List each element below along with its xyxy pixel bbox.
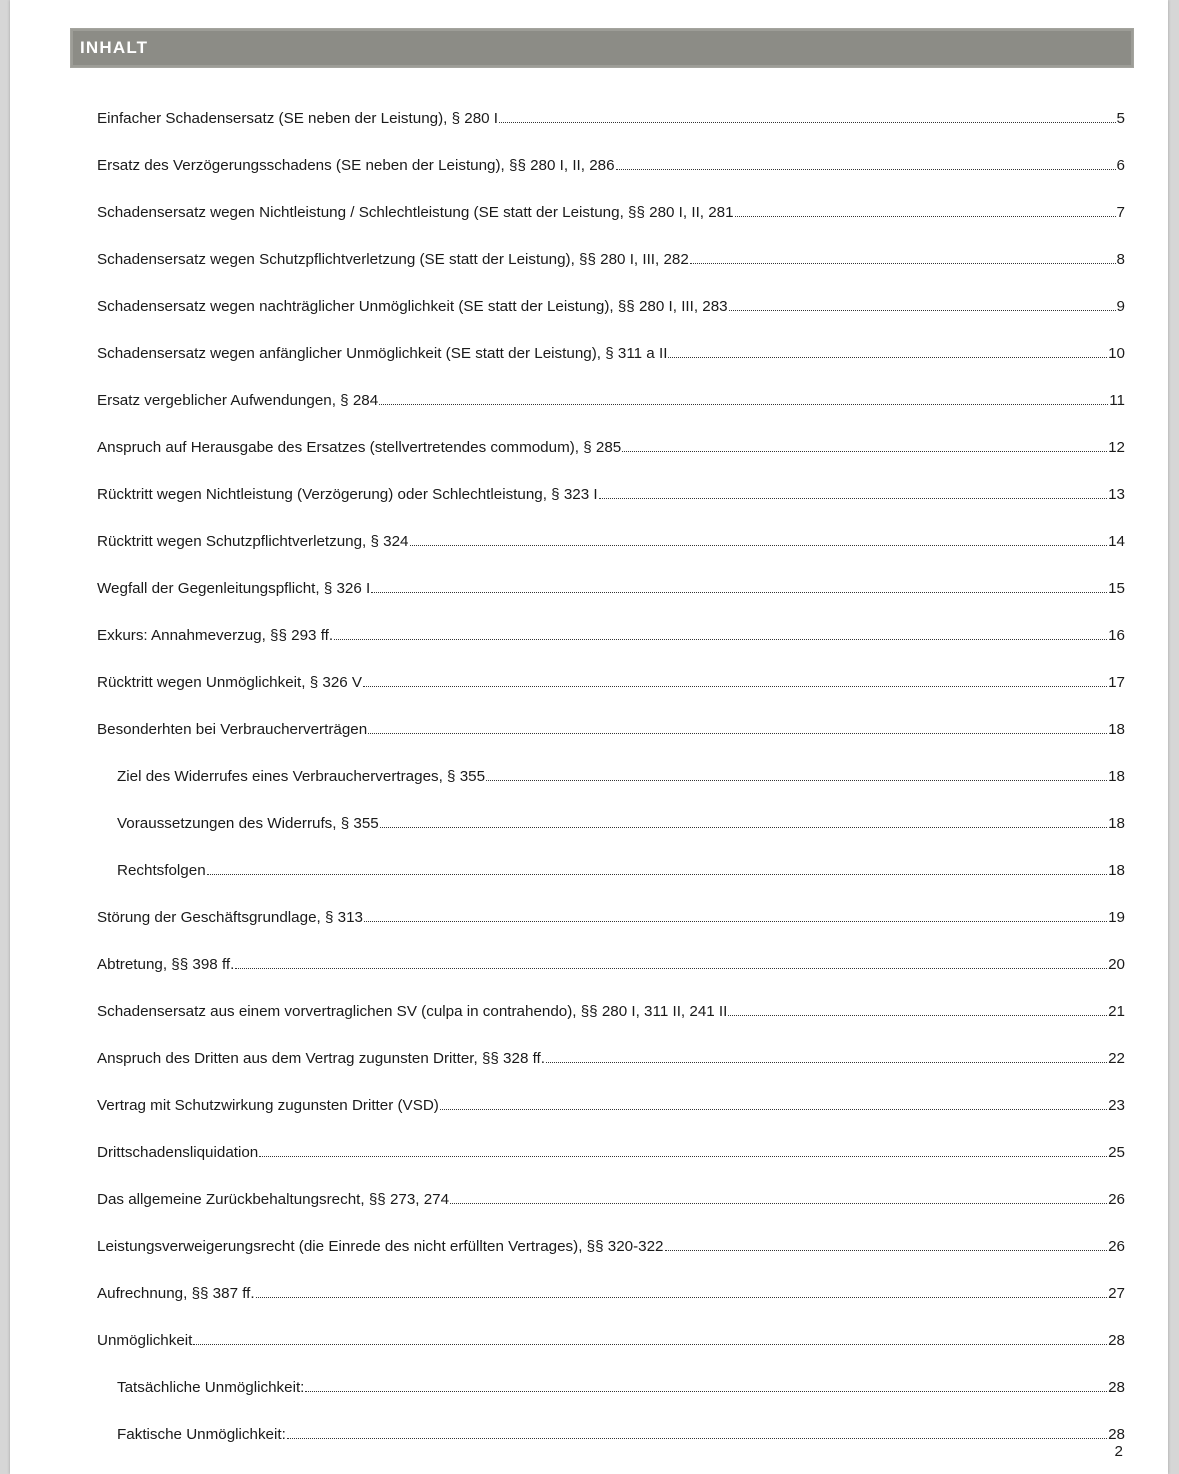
toc-entry-page: 23 (1108, 1096, 1125, 1114)
toc-dot-leader (287, 1438, 1107, 1439)
toc-entry-title: Schadensersatz wegen Nichtleistung / Schlechtleistung (SE statt der Leistung, §§ 280 I, II, 281 (97, 203, 734, 221)
toc-entry[interactable] (97, 1115, 1125, 1162)
toc-entry-page: 17 (1108, 673, 1125, 691)
toc-entry-page: 28 (1108, 1425, 1125, 1443)
toc-dot-leader (235, 968, 1107, 969)
toc-entry-title: Rechtsfolgen (117, 861, 206, 879)
toc-entry[interactable] (97, 1021, 1125, 1068)
toc-dot-leader (450, 1203, 1107, 1204)
toc-entry-page: 20 (1108, 955, 1125, 973)
toc-entry-title: Schadensersatz wegen Schutzpflichtverletzung (SE statt der Leistung), §§ 280 I, III, 282 (97, 250, 689, 268)
toc-entry[interactable] (97, 504, 1125, 551)
toc-entry-title: Besonderhten bei Verbraucherverträgen (97, 720, 368, 738)
toc-dot-leader (440, 1109, 1107, 1110)
toc-entry[interactable] (97, 833, 1125, 880)
toc-dot-leader (665, 1250, 1108, 1251)
toc-dot-leader (410, 545, 1108, 546)
toc-dot-leader (599, 498, 1107, 499)
toc-entry-page: 5 (1116, 109, 1125, 127)
toc-entry[interactable] (97, 927, 1125, 974)
toc-entry-title: Voraussetzungen des Widerrufs, § 355 (117, 814, 379, 832)
toc-dot-leader (193, 1344, 1107, 1345)
toc-dot-leader (364, 921, 1107, 922)
toc-entry[interactable] (97, 598, 1125, 645)
toc-entry-title: Schadensersatz wegen anfänglicher Unmöglichkeit (SE statt der Leistung), § 311 a II (97, 344, 668, 362)
toc-entry-title: Tatsächliche Unmöglichkeit: (117, 1378, 305, 1396)
toc-entry-title: Unmöglichkeit (97, 1331, 193, 1349)
toc-entry[interactable] (97, 1068, 1125, 1115)
toc-dot-leader (259, 1156, 1107, 1157)
toc-entry-title: Ziel des Widerrufes eines Verbrauchervertrages, § 355 (117, 767, 486, 785)
toc-dot-leader (668, 357, 1107, 358)
toc-entry[interactable] (97, 1350, 1125, 1397)
toc-entry[interactable] (97, 457, 1125, 504)
toc-entry-page: 26 (1108, 1237, 1125, 1255)
toc-entry-page: 18 (1108, 814, 1125, 832)
toc-entry[interactable] (97, 551, 1125, 598)
toc-dot-leader (735, 216, 1116, 217)
toc-entry-page: 15 (1108, 579, 1125, 597)
toc-dot-leader (690, 263, 1116, 264)
toc-entry[interactable] (97, 363, 1125, 410)
toc-entry-page: 28 (1108, 1331, 1125, 1349)
toc-dot-leader (729, 310, 1116, 311)
toc-dot-leader (616, 169, 1116, 170)
toc-entry[interactable] (97, 1303, 1125, 1350)
toc-entry-page: 16 (1108, 626, 1125, 644)
toc-entry-page: 11 (1109, 391, 1125, 409)
toc-entry[interactable] (97, 1162, 1125, 1209)
toc-dot-leader (305, 1391, 1107, 1392)
toc-entry[interactable] (97, 269, 1125, 316)
toc-entry-title: Leistungsverweigerungsrecht (die Einrede des nicht erfüllten Vertrages), §§ 320-322 (97, 1237, 664, 1255)
toc-dot-leader (371, 592, 1107, 593)
toc-entry[interactable] (97, 410, 1125, 457)
toc-dot-leader (379, 404, 1108, 405)
toc-entry[interactable] (97, 175, 1125, 222)
toc-entry-page: 12 (1108, 438, 1125, 456)
toc-entry[interactable] (97, 739, 1125, 786)
toc-entry[interactable] (97, 786, 1125, 833)
toc-entry-title: Exkurs: Annahmeverzug, §§ 293 ff. (97, 626, 334, 644)
toc-entry-title: Ersatz des Verzögerungsschadens (SE neben der Leistung), §§ 280 I, II, 286 (97, 156, 615, 174)
toc-dot-leader (256, 1297, 1107, 1298)
toc-entry-title: Vertrag mit Schutzwirkung zugunsten Dritter (VSD) (97, 1096, 439, 1114)
toc-entry[interactable] (97, 222, 1125, 269)
toc-entry-page: 10 (1108, 344, 1125, 362)
toc-entry-page: 9 (1116, 297, 1125, 315)
toc-entry-page: 18 (1108, 861, 1125, 879)
toc-entry-title: Aufrechnung, §§ 387 ff. (97, 1284, 255, 1302)
toc-dot-leader (622, 451, 1107, 452)
toc-dot-leader (499, 122, 1116, 123)
toc-entry-page: 28 (1108, 1378, 1125, 1396)
toc-entry-page: 8 (1116, 250, 1125, 268)
toc-entry-page: 13 (1108, 485, 1125, 503)
toc-entry-page: 21 (1108, 1002, 1125, 1020)
toc-entry-title: Abtretung, §§ 398 ff. (97, 955, 235, 973)
toc-entry-page: 19 (1108, 908, 1125, 926)
toc-entry-page: 25 (1108, 1143, 1125, 1161)
toc-entry[interactable] (97, 880, 1125, 927)
toc-dot-leader (334, 639, 1107, 640)
toc-dot-leader (368, 733, 1107, 734)
toc-entry-title: Einfacher Schadensersatz (SE neben der Leistung), § 280 I (97, 109, 499, 127)
toc-entry-title: Faktische Unmöglichkeit: (117, 1425, 286, 1443)
toc-entry[interactable] (97, 128, 1125, 175)
page-number: 2 (1114, 1443, 1123, 1460)
toc-dot-leader (486, 780, 1107, 781)
toc-entry[interactable] (97, 1209, 1125, 1256)
toc-entry-page: 27 (1108, 1284, 1125, 1302)
toc-dot-leader (207, 874, 1107, 875)
toc-entry-title: Rücktritt wegen Nichtleistung (Verzögerung) oder Schlechtleistung, § 323 I (97, 485, 598, 503)
toc-dot-leader (380, 827, 1107, 828)
toc-entry[interactable] (97, 1256, 1125, 1303)
toc-entry-title: Ersatz vergeblicher Aufwendungen, § 284 (97, 391, 379, 409)
toc-entry-page: 7 (1116, 203, 1125, 221)
toc-heading: INHALT (80, 38, 149, 57)
toc-entry-title: Schadensersatz wegen nachträglicher Unmöglichkeit (SE statt der Leistung), §§ 280 I, III, 283 (97, 297, 728, 315)
toc-entry-page: 14 (1108, 532, 1125, 550)
toc-entry-title: Rücktritt wegen Schutzpflichtverletzung, § 324 (97, 532, 409, 550)
toc-entry-title: Wegfall der Gegenleitungspflicht, § 326 I (97, 579, 371, 597)
document-page (10, 0, 1168, 1474)
toc-entry-title: Schadensersatz aus einem vorvertraglichen SV (culpa in contrahendo), §§ 280 I, 311 II, 241 II (97, 1002, 728, 1020)
toc-entry-title: Störung der Geschäftsgrundlage, § 313 (97, 908, 363, 926)
toc-entry[interactable] (97, 1397, 1125, 1444)
toc-entry-page: 18 (1108, 720, 1125, 738)
toc-entry-page: 6 (1116, 156, 1125, 174)
toc-dot-leader (363, 686, 1107, 687)
toc-entry-title: Anspruch des Dritten aus dem Vertrag zugunsten Dritter, §§ 328 ff. (97, 1049, 545, 1067)
toc-dot-leader (546, 1062, 1107, 1063)
toc-heading-bar (70, 28, 1134, 68)
toc-entry-title: Rücktritt wegen Unmöglichkeit, § 326 V (97, 673, 363, 691)
toc-entry-page: 26 (1108, 1190, 1125, 1208)
table-of-contents (97, 81, 1125, 1444)
toc-entry[interactable] (97, 645, 1125, 692)
toc-entry-title: Drittschadensliquidation (97, 1143, 259, 1161)
toc-entry-title: Anspruch auf Herausgabe des Ersatzes (stellvertretendes commodum), § 285 (97, 438, 622, 456)
toc-entry[interactable] (97, 692, 1125, 739)
toc-entry-page: 22 (1108, 1049, 1125, 1067)
toc-entry-title: Das allgemeine Zurückbehaltungsrecht, §§ 273, 274 (97, 1190, 450, 1208)
toc-entry[interactable] (97, 974, 1125, 1021)
toc-entry[interactable] (97, 316, 1125, 363)
toc-entry-page: 18 (1108, 767, 1125, 785)
toc-dot-leader (728, 1015, 1107, 1016)
toc-entry[interactable] (97, 81, 1125, 128)
